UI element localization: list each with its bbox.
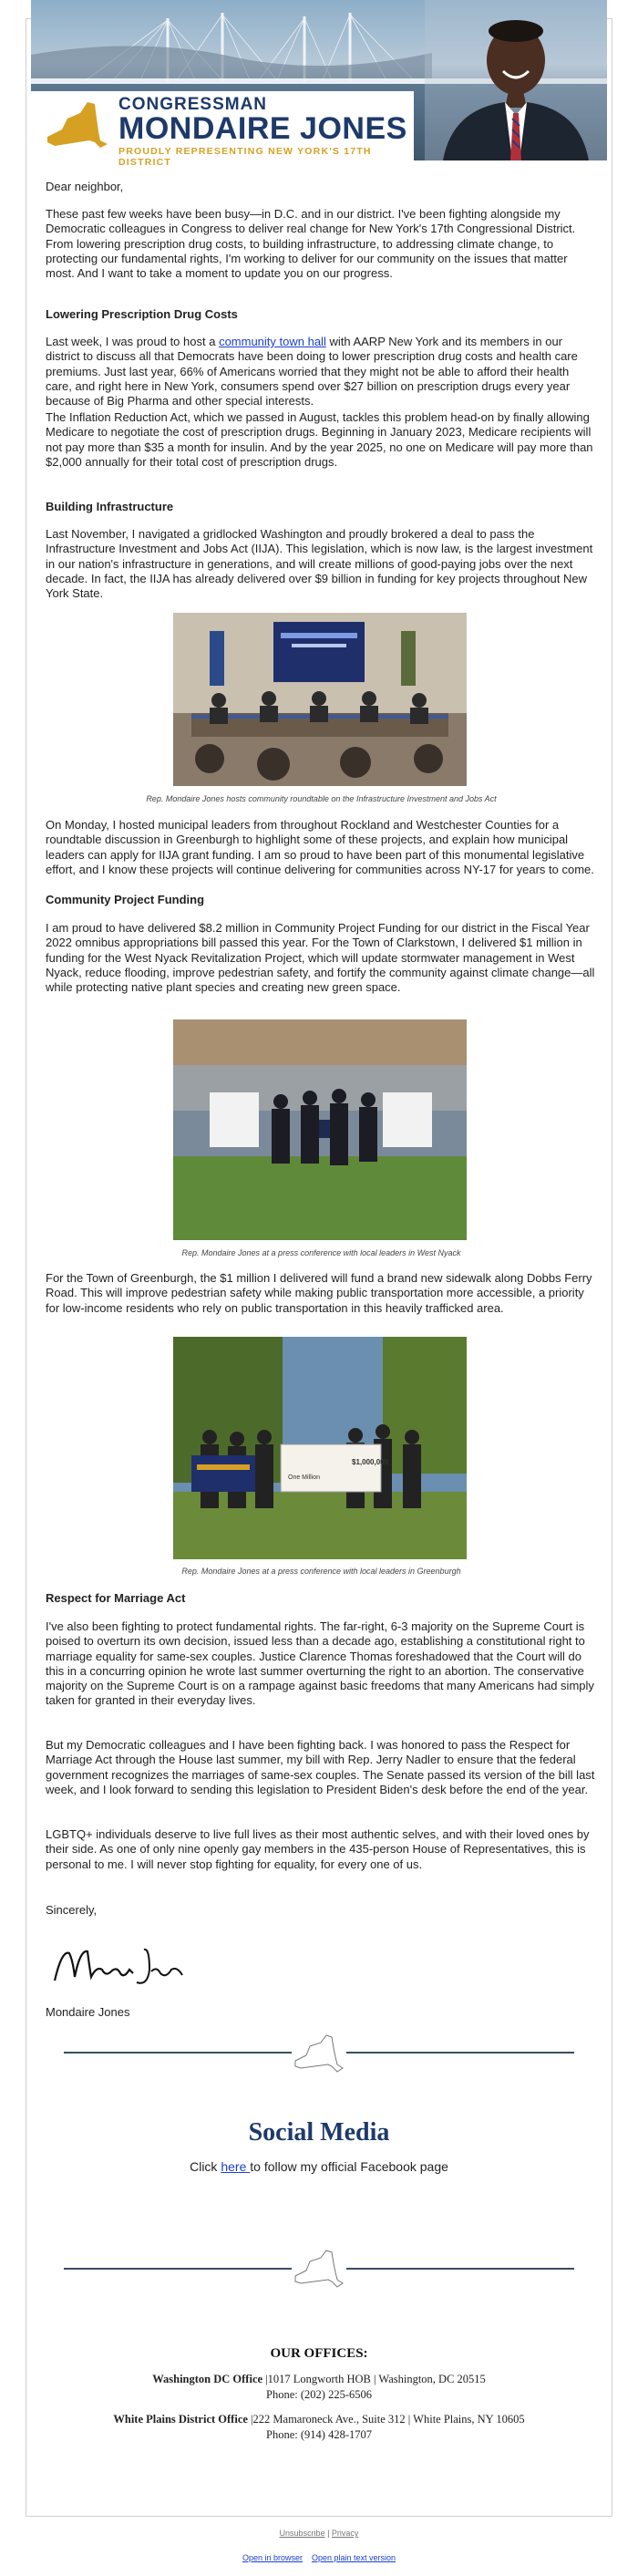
footer-links-row-2 [0, 2553, 638, 2562]
signature-name: Mondaire Jones [46, 2005, 130, 2019]
footer-separator: | [324, 2529, 332, 2538]
section-heading-infrastructure: Building Infrastructure [46, 500, 174, 513]
community-town-hall-link[interactable]: community town hall [219, 335, 326, 348]
roundtable-photo [173, 613, 467, 786]
dc-office-phone: Phone: (202) 225-6506 [266, 2388, 372, 2401]
marriage-paragraph-1: I've also been fighting to protect fundamental rights. The far-right, 6-3 majority on the Supreme Court is poised to overturn its own decision, issued less than a decade ago, establishing a constitutional right to marriage equality for same-sex couples. Justice Clarence Thomas foreshadowed that the Court will do this in a concurring opinion he wrote last summer overturning the right to an abortion. The conservative majority on the Supreme Court is on a rampage against basic freedoms that many Americans had simply taken for granted in their everyday lives. [46, 1619, 594, 1708]
marriage-paragraph-3: LGBTQ+ individuals deserve to live full lives as their most authentic selves, and with their loved ones by their side. As one of only nine openly gay members in the 435-person House of Representatives, this is personal to me. I will never stop fighting for equality, for every one of us. [46, 1827, 590, 1871]
signature-image [49, 1933, 195, 1997]
drug-costs-paragraph-2: The Inflation Reduction Act, which we passed in August, tackles this problem head-on by finally allowing Medicare to negotiate the cost of prescription drugs. Beginning in January 2023, Medicare recipients will not pay more than $35 a month for insulin. And by the year 2025, no one on Medicare will pay more than $2,000 annually for their total cost of prescription drugs. [46, 410, 593, 469]
dc-office-address: |1017 Longworth HOB | Washington, DC 20515 [262, 2373, 486, 2385]
drug-costs-text-after: with AARP New York and its members in our district to discuss all that Democrats have been doing to lower prescription drug costs and health care premiums. Just last year, 66% of Americans worried that they might not be able to afford their health care, and right here in New York, consumers spend over $27 billion on prescription drugs every year because of Big Pharma and other special interests. [46, 335, 578, 408]
roundtable-caption: Rep. Mondaire Jones hosts community roundtable on the Infrastructure Investment and Jobs Act [146, 794, 497, 803]
social-text [0, 2159, 638, 2174]
greeting: Dear neighbor, [46, 180, 124, 193]
section-heading-community-funding: Community Project Funding [46, 893, 205, 906]
social-heading: Social Media [248, 2118, 390, 2147]
facebook-link[interactable]: here [221, 2159, 251, 2174]
community-funding-paragraph-2: For the Town of Greenburgh, the $1 million I delivered will fund a brand new sidewalk along Dobbs Ferry Road. This will improve pedestrian safety while making public transportation more accessible, a priority for low-income residents who rely on public transportation in this heavily trafficked area. [46, 1271, 592, 1315]
open-in-browser-link[interactable]: Open in browser [242, 2553, 303, 2562]
section-heading-marriage: Respect for Marriage Act [46, 1591, 186, 1605]
logo-name: MONDAIRE JONES [118, 111, 407, 146]
west-nyack-caption: Rep. Mondaire Jones at a press conference with local leaders in West Nyack [181, 1248, 461, 1257]
drug-costs-text-before: Last week, I was proud to host a [46, 335, 220, 348]
west-nyack-photo [173, 1019, 467, 1240]
footer-links-row-1 [0, 2529, 638, 2538]
offices-heading: OUR OFFICES: [270, 2346, 368, 2361]
unsubscribe-link[interactable]: Unsubscribe [279, 2529, 325, 2538]
social-text-after: to follow my official Facebook page [250, 2159, 448, 2174]
privacy-link[interactable]: Privacy [331, 2529, 359, 2538]
open-plain-text-link[interactable]: Open plain text version [312, 2553, 396, 2562]
social-text-before: Click [190, 2159, 221, 2174]
infrastructure-paragraph-2: On Monday, I hosted municipal leaders from throughout Rockland and Westchester Counties for a roundtable discussion in Greenburgh to highlight some of these projects, and explain how municipal leaders can apply for IIJA grant funding. I am so proud to have been part of this monumental legislative effort, and I know these projects will continue delivering for communities across NY-17 for years to come. [46, 818, 594, 876]
greenburgh-caption: Rep. Mondaire Jones at a press conference with local leaders in Greenburgh [181, 1567, 461, 1576]
marriage-paragraph-2: But my Democratic colleagues and I have been fighting back. I was honored to pass the Respect for Marriage Act through the House last summer, my bill with Rep. Jerry Nadler to ensure that the federal government recognizes the marriages of same-sex couples. The Senate passed its version of the bill last week, and I look forward to sending this legislation to President Biden's desk before the end of the year. [46, 1738, 595, 1796]
dc-office-line [0, 2373, 638, 2386]
check-words: One Million [288, 1474, 321, 1481]
ny-state-outline-icon [292, 2033, 346, 2074]
logo-block [31, 91, 414, 168]
ny-state-outline-icon-2 [292, 2249, 346, 2289]
wp-office-address: |222 Mamaroneck Ave., Suite 312 | White Plains, NY 10605 [247, 2413, 525, 2426]
section-heading-drug-costs: Lowering Prescription Drug Costs [46, 307, 238, 321]
header-banner [31, 0, 607, 168]
dc-office-label: Washington DC Office [152, 2373, 263, 2385]
logo-tagline: PROUDLY REPRESENTING NEW YORK'S 17TH DISTRICT [118, 146, 372, 168]
greenburgh-photo [173, 1337, 467, 1559]
check-amount: $1,000,000 [352, 1458, 389, 1466]
wp-office-label: White Plains District Office [113, 2413, 248, 2426]
congressman-label: CONGRESSMAN [118, 95, 268, 114]
closing: Sincerely, [46, 1903, 98, 1917]
infrastructure-paragraph-1: Last November, I navigated a gridlocked Washington and proudly brokered a deal to pass the Infrastructure Investment and Jobs Act (IIJA). This legislation, which is now law, is the largest investment in our nation's infrastructure in generations, and will create millions of good-paying jobs over the next decade. In fact, the IIJA has already delivered over $9 billion in funding for key projects throughout New York State. [46, 527, 593, 600]
drug-costs-paragraph-1 [46, 335, 597, 409]
congressman-portrait [425, 0, 607, 160]
wp-office-phone: Phone: (914) 428-1707 [266, 2428, 372, 2441]
wp-office-line [0, 2413, 638, 2426]
community-funding-paragraph-1: I am proud to have delivered $8.2 million in Community Project Funding for our district in the Fiscal Year 2022 omnibus appropriations bill passed this year. For the Town of Clarkstown, I delivered $1 million in funding for the West Nyack Revitalization Project, which will update stormwater management in West Nyack, reduce flooding, improve pedestrian safety, and fortify the community against climate change—all while protecting native plant species and creating new green space. [46, 921, 595, 994]
intro-paragraph: These past few weeks have been busy—in D.C. and in our district. I've been fighting alongside my Democratic colleagues in Congress to deliver real change for New York's 17th Congressional District. From lowering prescription drug costs, to building infrastructure, to addressing climate change, to protecting our fundamental rights, I'm working to deliver for our community on the issues that matter most. And I want to take a moment to update you on our progress. [46, 207, 576, 280]
new-york-state-icon [44, 100, 109, 151]
